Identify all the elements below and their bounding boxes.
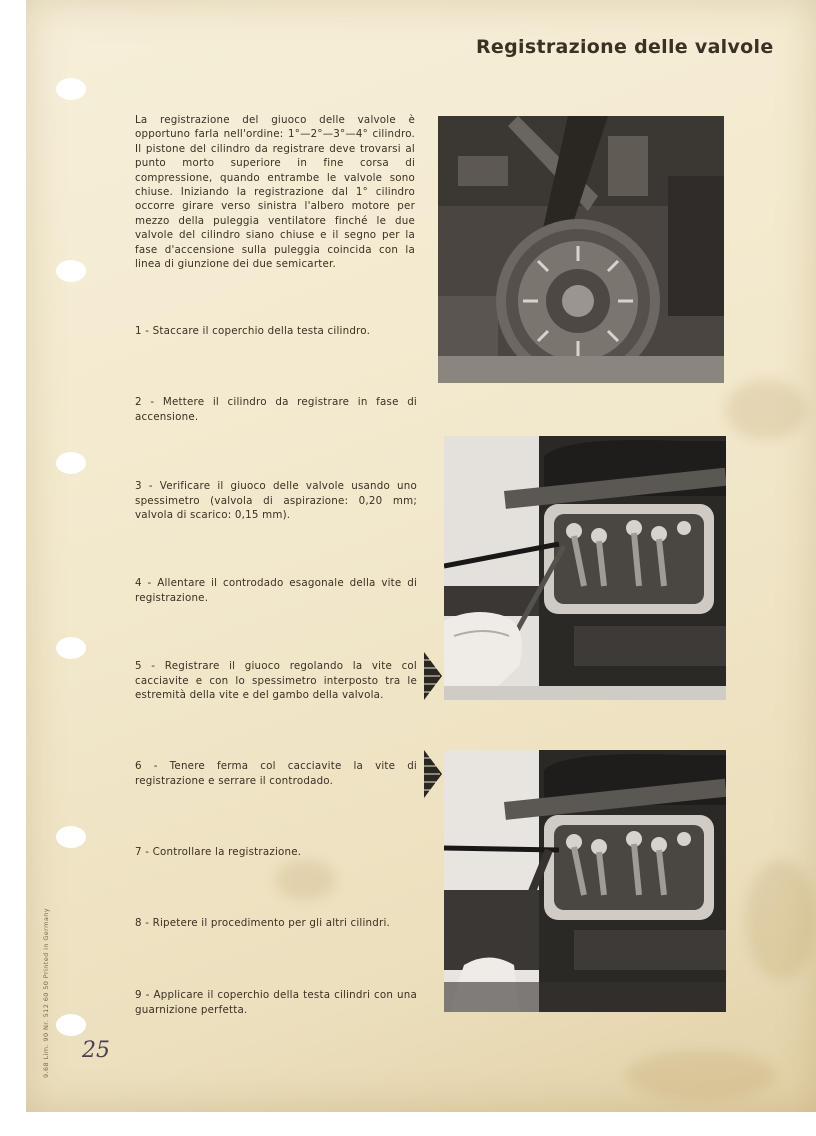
arrow-marker-icon <box>424 750 442 798</box>
step-item <box>135 845 417 860</box>
binder-hole <box>56 452 86 474</box>
binder-hole <box>56 260 86 282</box>
step-item <box>135 324 417 339</box>
step-text: Tenere ferma col cacciavite la vite di registrazione e serrare il controdado. <box>135 760 417 787</box>
step-number: 6 - <box>135 760 158 772</box>
photo-valve-adjustment-2 <box>444 750 726 1012</box>
step-item <box>135 479 417 523</box>
step-text: Registrare il giuoco regolando la vite col cacciavite e con lo spessimetro interposto tra le estremità della vite e del gambo della valvola. <box>135 660 417 702</box>
page-title: Registrazione delle valvole <box>476 36 774 58</box>
step-item <box>135 659 417 703</box>
arrow-marker-icon <box>424 652 442 700</box>
step-text: Controllare la registrazione. <box>152 846 302 858</box>
step-text: Applicare il coperchio della testa cilindri con una guarnizione perfetta. <box>135 989 417 1016</box>
photo-valve-adjustment-1 <box>444 436 726 700</box>
step-item <box>135 988 417 1017</box>
step-number: 8 - <box>135 917 150 929</box>
step-text: Mettere il cilindro da registrare in fase di accensione. <box>135 396 417 423</box>
step-item <box>135 916 417 931</box>
step-text: Staccare il coperchio della testa cilindro. <box>152 325 371 337</box>
step-number: 4 - <box>135 577 152 589</box>
step-number: 5 - <box>135 660 156 672</box>
binder-hole <box>56 826 86 848</box>
page-number: 25 <box>82 1038 110 1063</box>
photo-engine-pulley <box>438 116 724 383</box>
step-number: 2 - <box>135 396 155 408</box>
binder-hole <box>56 78 86 100</box>
step-number: 3 - <box>135 480 153 492</box>
step-number: 9 - <box>135 989 150 1001</box>
step-text: Verificare il giuoco delle valvole usando uno spessimetro (valvola di aspirazione: 0,20 mm; valvola di scarico: 0,15 mm). <box>135 480 418 522</box>
printer-imprint: 9.68 Lim. 90 Nr. 512 60 50 Printed in Germany <box>42 908 50 1078</box>
step-item <box>135 759 417 788</box>
step-text: Ripetere il procedimento per gli altri cilindri. <box>152 917 390 929</box>
intro-paragraph: La registrazione del giuoco delle valvole è opportuno farla nell'ordine: 1°—2°—3°—4° cilindro. Il pistone del cilindro da registrare deve trovarsi al punto morto superiore in fine corsa di compressione, quando entrambe le valvole sono chiuse. Iniziando la registrazione dal 1° cilindro occorre girare verso sinistra l'albero motore per mezzo della puleggia ventilatore finché le due valvole del cilindro siano chiuse e il segno per la fase d'accensione sulla puleggia coincida con la linea di giunzione dei due semicarter. <box>135 114 415 271</box>
step-number: 7 - <box>135 846 150 858</box>
step-item <box>135 395 417 424</box>
step-item <box>135 576 417 605</box>
step-text: Allentare il controdado esagonale della vite di registrazione. <box>135 577 418 604</box>
binder-hole <box>56 637 86 659</box>
binder-hole <box>56 1014 86 1036</box>
step-number: 1 - <box>135 325 150 337</box>
